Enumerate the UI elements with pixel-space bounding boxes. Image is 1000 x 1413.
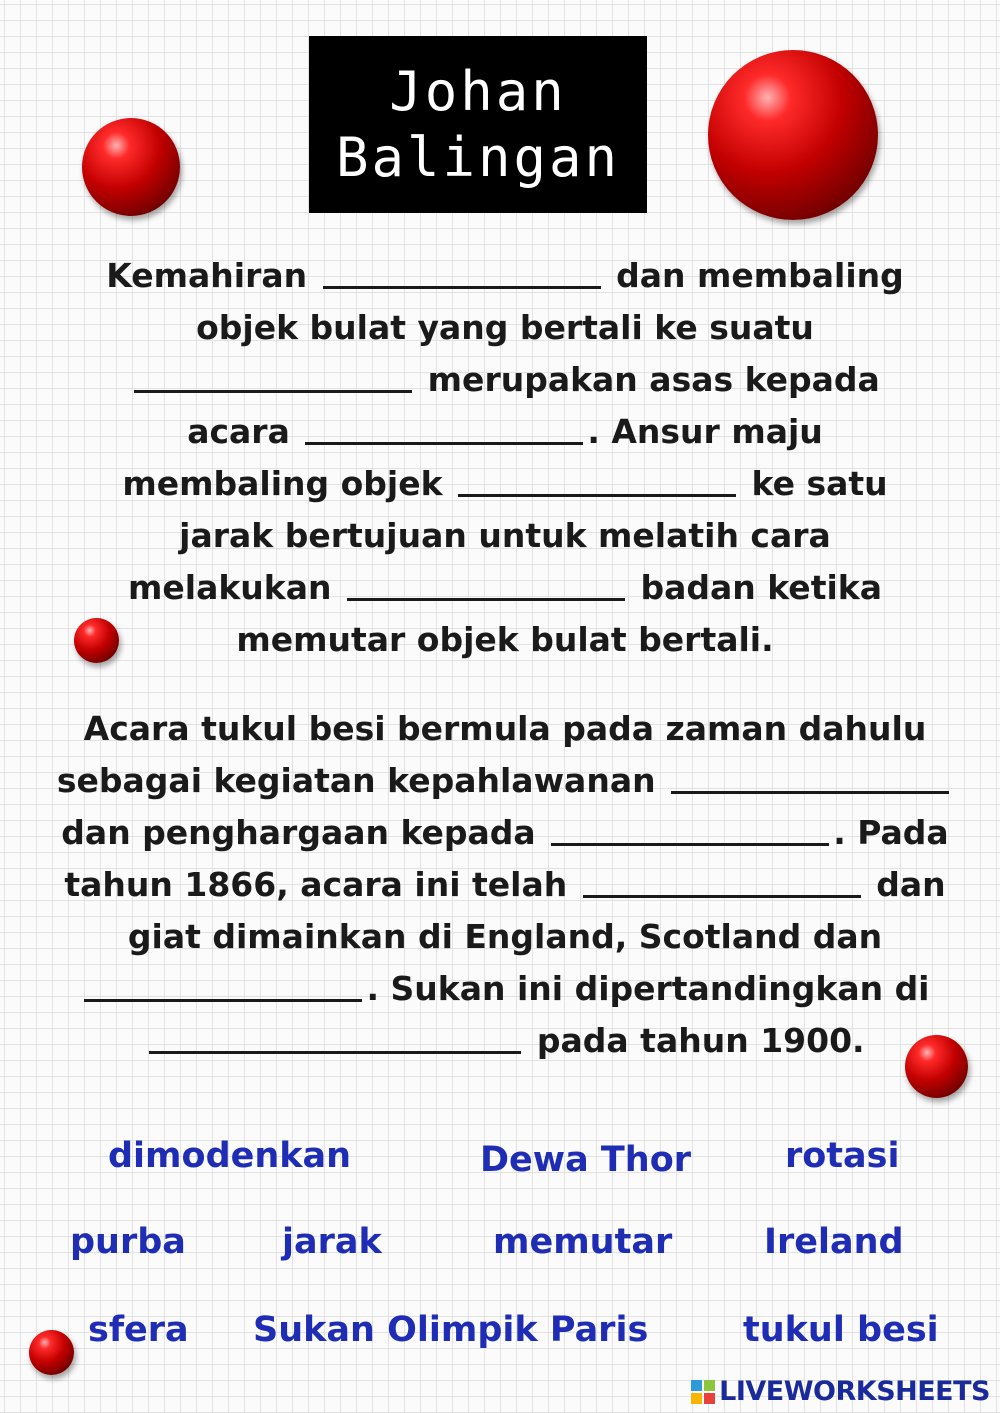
line: [40, 510, 970, 562]
paragraph-2: [40, 703, 970, 1067]
word-bank-item[interactable]: tukul besi: [743, 1310, 939, 1350]
word-bank-item[interactable]: Ireland: [764, 1222, 904, 1262]
text: . Sukan ini dipertandingkan di: [366, 969, 930, 1008]
text: dan penghargaan kepada: [61, 813, 536, 852]
text: Acara tukul besi bermula pada zaman dahulu: [83, 709, 927, 748]
text: membaling objek: [122, 464, 443, 503]
title-line-1: Johan: [389, 59, 567, 123]
red-ball-icon: [708, 50, 878, 220]
line: [40, 302, 970, 354]
text: badan ketika: [640, 568, 882, 607]
word-bank-item[interactable]: Dewa Thor: [480, 1140, 692, 1180]
word-bank-item[interactable]: rotasi: [785, 1136, 900, 1176]
line: [40, 354, 970, 406]
blank-input[interactable]: [149, 1051, 521, 1054]
text: memutar objek bulat bertali.: [236, 620, 774, 659]
line: [40, 859, 970, 911]
blank-input[interactable]: [305, 442, 583, 445]
liveworksheets-logo: [691, 1376, 990, 1407]
line: [40, 562, 970, 614]
blank-input[interactable]: [551, 843, 829, 846]
text: ke satu: [751, 464, 888, 503]
line: [40, 250, 970, 302]
paragraph-1: [40, 250, 970, 666]
blank-input[interactable]: [84, 999, 362, 1002]
line: [40, 614, 970, 666]
text: dan membaling: [616, 256, 904, 295]
line: [40, 703, 970, 755]
line: [40, 1015, 970, 1067]
word-bank-item[interactable]: dimodenkan: [108, 1136, 352, 1176]
text: sebagai kegiatan kepahlawanan: [56, 761, 656, 800]
text: Kemahiran: [106, 256, 308, 295]
text: . Ansur maju: [587, 412, 823, 451]
word-bank-item[interactable]: memutar: [493, 1222, 673, 1262]
word-bank-item[interactable]: sfera: [88, 1310, 189, 1350]
logo-icon: [691, 1380, 715, 1404]
line: [40, 963, 970, 1015]
line: [40, 458, 970, 510]
text: melakukan: [127, 568, 332, 607]
blank-input[interactable]: [134, 390, 412, 393]
text: jarak bertujuan untuk melatih cara: [179, 516, 831, 555]
title-box: [309, 36, 647, 213]
text: tahun 1866, acara ini telah: [64, 865, 568, 904]
text: pada tahun 1900.: [536, 1021, 865, 1060]
blank-input[interactable]: [671, 791, 949, 794]
text: dan: [876, 865, 946, 904]
line: [40, 406, 970, 458]
line: [40, 911, 970, 963]
title-line-2: Balingan: [335, 125, 621, 189]
blank-input[interactable]: [323, 286, 601, 289]
word-bank-item[interactable]: purba: [70, 1222, 186, 1262]
blank-input[interactable]: [458, 494, 736, 497]
text: . Pada: [833, 813, 949, 852]
text: acara: [187, 412, 290, 451]
line: [40, 755, 970, 807]
blank-input[interactable]: [583, 895, 861, 898]
brand-text: LIVEWORKSHEETS: [719, 1376, 990, 1407]
word-bank-item[interactable]: jarak: [282, 1222, 382, 1262]
text: merupakan asas kepada: [427, 360, 880, 399]
word-bank-item[interactable]: Sukan Olimpik Paris: [253, 1310, 649, 1350]
text: objek bulat yang bertali ke suatu: [196, 308, 814, 347]
blank-input[interactable]: [347, 598, 625, 601]
red-ball-icon: [29, 1330, 74, 1375]
text: giat dimainkan di England, Scotland dan: [127, 917, 883, 956]
red-ball-icon: [82, 118, 180, 216]
line: [40, 807, 970, 859]
